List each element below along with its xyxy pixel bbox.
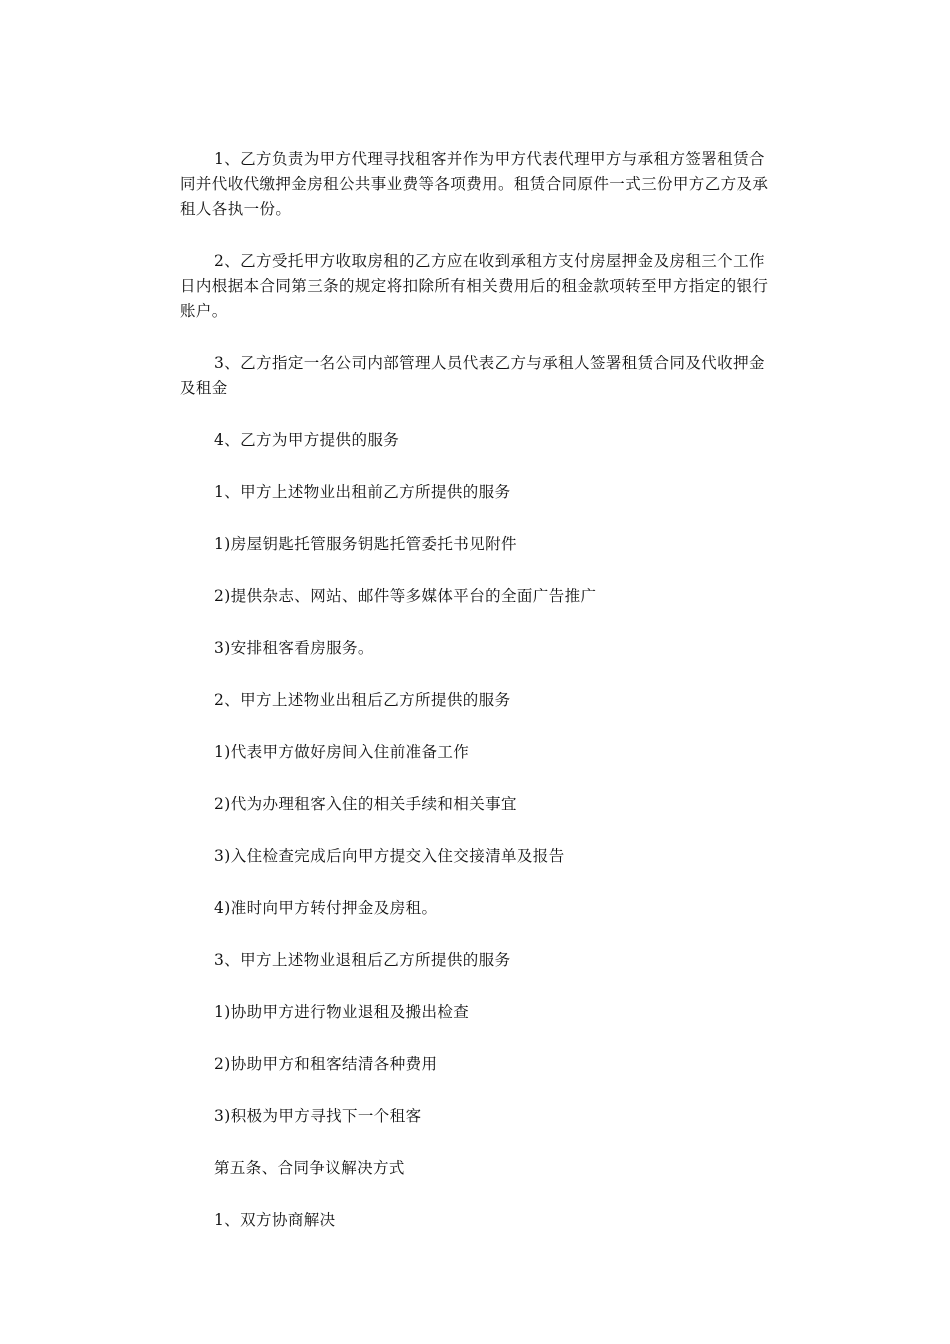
paragraph-2: 2、乙方受托甲方收取房租的乙方应在收到承租方支付房屋押金及房租三个工作日内根据本合同第三条的规定将扣除所有相关费用后的租金款项转至甲方指定的银行账户。 — [180, 252, 769, 320]
paragraph-16: 2)协助甲方和租客结清各种费用 — [214, 1055, 438, 1073]
paragraph-14: 3、甲方上述物业退租后乙方所提供的服务 — [214, 951, 511, 969]
paragraph-7: 2)提供杂志、网站、邮件等多媒体平台的全面广告推广 — [214, 587, 597, 605]
section-heading: 第五条、合同争议解决方式 — [214, 1159, 405, 1177]
paragraph-12: 3)入住检查完成后向甲方提交入住交接清单及报告 — [214, 847, 565, 865]
paragraph-17: 3)积极为甲方寻找下一个租客 — [214, 1107, 422, 1125]
paragraph-15: 1)协助甲方进行物业退租及搬出检查 — [214, 1003, 470, 1021]
paragraph-3: 3、乙方指定一名公司内部管理人员代表乙方与承租人签署租赁合同及代收押金及租金 — [180, 354, 765, 397]
paragraph-13: 4)准时向甲方转付押金及房租。 — [214, 899, 438, 917]
paragraph-6: 1)房屋钥匙托管服务钥匙托管委托书见附件 — [214, 535, 517, 553]
paragraph-10: 1)代表甲方做好房间入住前准备工作 — [214, 743, 470, 761]
paragraph-8: 3)安排租客看房服务。 — [214, 639, 374, 657]
paragraph-11: 2)代为办理租客入住的相关手续和相关事宜 — [214, 795, 517, 813]
paragraph-9: 2、甲方上述物业出租后乙方所提供的服务 — [214, 691, 511, 709]
paragraph-19: 1、双方协商解决 — [214, 1211, 336, 1229]
paragraph-1: 1、乙方负责为甲方代理寻找租客并作为甲方代表代理甲方与承租方签署租赁合同并代收代缴押金房租公共事业费等各项费用。租赁合同原件一式三份甲方乙方及承租人各执一份。 — [180, 150, 769, 218]
paragraph-5: 1、甲方上述物业出租前乙方所提供的服务 — [214, 483, 511, 501]
paragraph-4: 4、乙方为甲方提供的服务 — [214, 431, 400, 449]
document-page — [180, 147, 780, 1260]
